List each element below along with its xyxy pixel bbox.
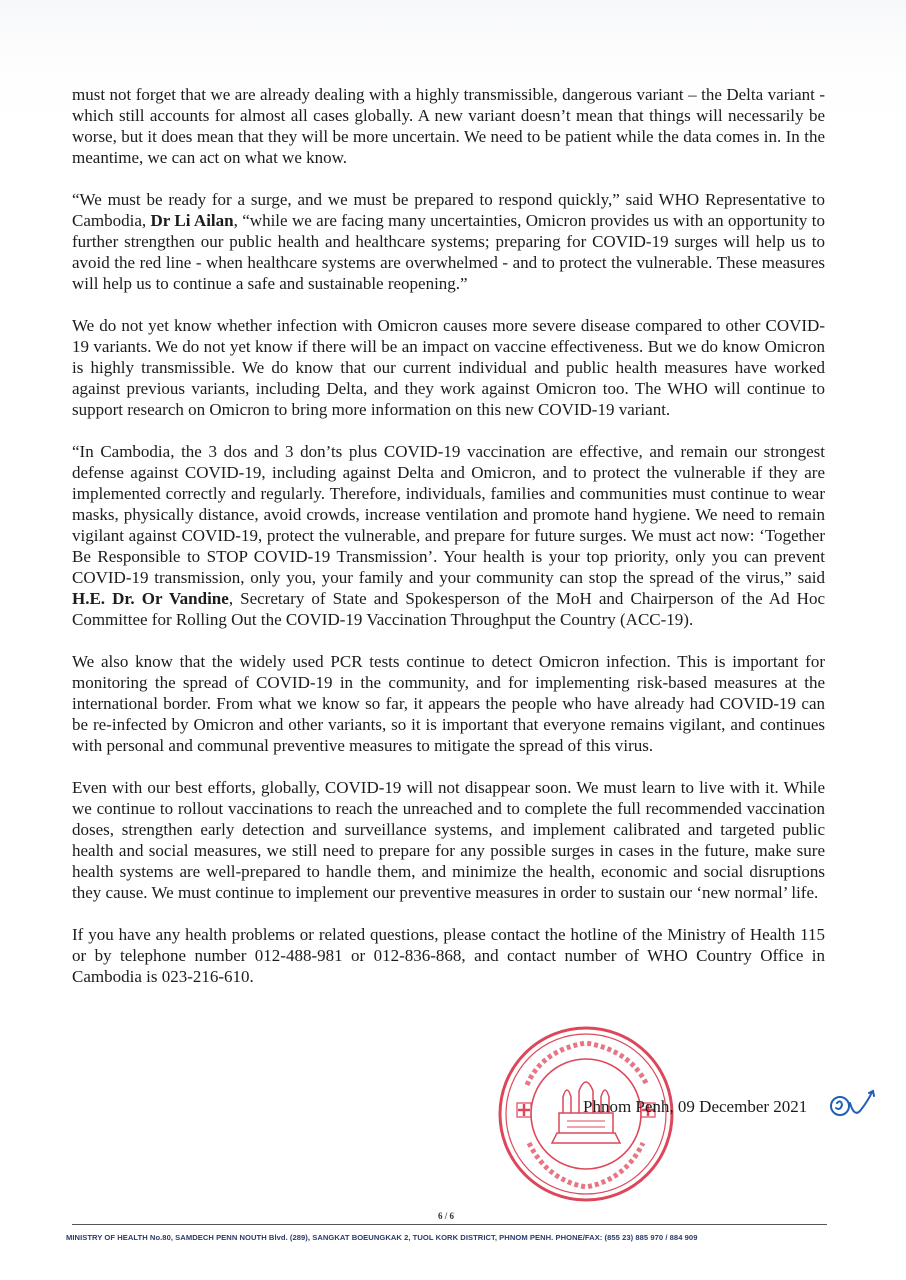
paragraph-who-quote bbox=[72, 189, 825, 294]
paragraph-text: must not forget that we are already dealing with a highly transmissible, dangerous variant – the Delta variant - which still accounts for almost all cases globally. A new variant doesn’t mean that things will necessarily be worse, but it does mean that they will be more uncertain. We need to be patient while the data comes in. In the meantime, we can act on what we know. bbox=[72, 85, 825, 167]
paragraph-text: If you have any health problems or related questions, please contact the hotline of the Ministry of Health 115 or by telephone number 012-488-981 or 012-836-868, and contact number of WHO Country Office in Cambodia is 023-216-610. bbox=[72, 925, 825, 986]
document-body bbox=[72, 84, 825, 1008]
speaker-name: H.E. Dr. Or Vandine bbox=[72, 589, 229, 608]
paragraph-moh-quote bbox=[72, 441, 825, 630]
signature-icon bbox=[828, 1089, 878, 1121]
speaker-name: Dr Li Ailan bbox=[150, 211, 234, 230]
paragraph-hotline bbox=[72, 924, 825, 987]
paragraph-text: We do not yet know whether infection with Omicron causes more severe disease compared to other COVID-19 variants. We do not yet know if there will be an impact on vaccine effectiveness. But we do know Omicron is highly transmissible. We do know that our current individual and public health measures have worked against previous variants, including Delta, and they work against Omicron too. The WHO will continue to support research on Omicron to bring more information on this new COVID-19 variant. bbox=[72, 316, 825, 419]
place-and-date: Phnom Penh, 09 December 2021 bbox=[583, 1097, 808, 1116]
footer-address: MINISTRY OF HEALTH No.80, SAMDECH PENN NOUTH Blvd. (289), SANGKAT BOEUNGKAK 2, TUOL KORK DISTRICT, PHNOM PENH. PHONE/FAX: (855 23) 885 970 / 884 909 bbox=[66, 1233, 698, 1242]
paragraph-text: “We must be ready for a surge, and we must be prepared to respond quickly,” said WHO Representative to Cambodia, bbox=[72, 190, 825, 230]
paragraph-pcr-tests bbox=[72, 651, 825, 756]
paragraph-omicron-unknowns bbox=[72, 315, 825, 420]
paragraph-text: Even with our best efforts, globally, COVID-19 will not disappear soon. We must learn to live with it. While we continue to rollout vaccinations to reach the unreached and to complete the full recommended vaccination doses, strengthen early detection and surveillance systems, and implement calibrated and targeted public health and social measures, we still need to prepare for any possible surges in cases in the future, make sure health systems are well-prepared to handle them, and minimize the health, economic and social disruptions they cause. We must continue to implement our preventive measures in order to sustain our ‘new normal’ life. bbox=[72, 778, 825, 902]
paragraph-delta-variant bbox=[72, 84, 825, 168]
paragraph-text: “In Cambodia, the 3 dos and 3 don’ts plus COVID-19 vaccination are effective, and remain our strongest defense against COVID-19, including against Delta and Omicron, and to protect the vulnerable if they are implemented correctly and regularly. Therefore, individuals, families and communities must continue to wear masks, physically distance, avoid crowds, increase ventilation and promote hand hygiene. We need to remain vigilant against COVID-19, protect the vulnerable, and prepare for future surges. We must act now: ‘Together Be Responsible to STOP COVID-19 Transmission’. Your health is your top priority, only you can prevent COVID-19 transmission, only you, your family and your community can stop the spread of the virus,” said bbox=[72, 442, 825, 587]
paragraph-text: , Secretary of State and Spokesperson of the MoH and Chairperson of the Ad Hoc Committee for Rolling Out the COVID-19 Vaccination Throughput the Country (ACC-19). bbox=[72, 589, 825, 629]
paragraph-text: We also know that the widely used PCR tests continue to detect Omicron infection. This is important for monitoring the spread of COVID-19 in the community, and for implementing risk-based measures at the international border. From what we know so far, it appears the people who have already had COVID-19 can be re-infected by Omicron and other variants, so it is important that everyone remains vigilant, and continues with personal and communal preventive measures to mitigate the spread of this virus. bbox=[72, 652, 825, 755]
page-number: 6 / 6 bbox=[438, 1211, 455, 1221]
footer-divider bbox=[72, 1224, 827, 1225]
paragraph-text: , “while we are facing many uncertainties, Omicron provides us with an opportunity to further strengthen our public health and healthcare systems; preparing for COVID-19 surges will help us to avoid the red line - when healthcare systems are overwhelmed - and to protect the vulnerable. These measures will help us to continue a safe and sustainable reopening.” bbox=[72, 211, 825, 293]
paragraph-live-with-covid bbox=[72, 777, 825, 903]
